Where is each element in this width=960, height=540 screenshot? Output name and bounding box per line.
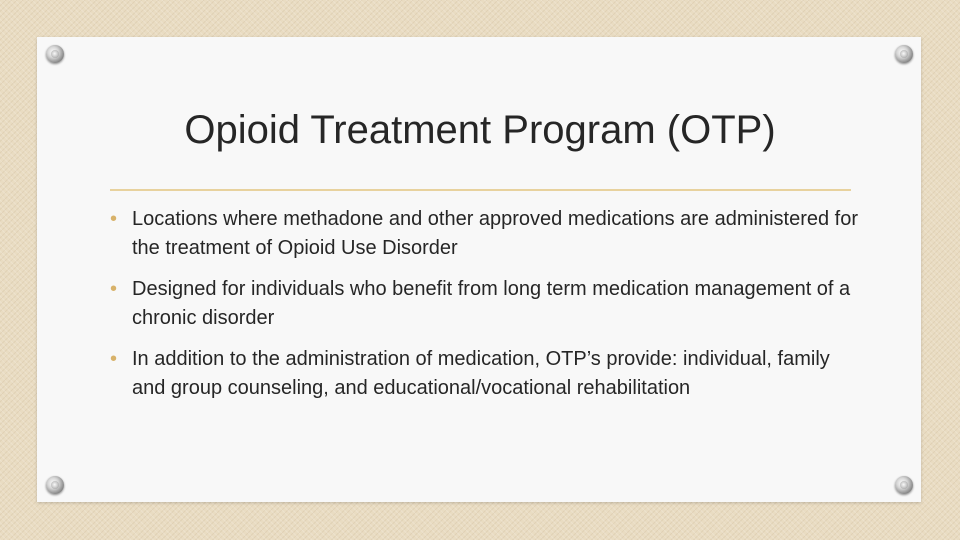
bullet-list: [110, 205, 860, 415]
bullet-icon: •: [110, 208, 118, 230]
slide-title: Opioid Treatment Program (OTP): [184, 108, 776, 152]
thumbtack-icon: [46, 476, 64, 494]
bullet-item: [110, 275, 860, 333]
bullet-item: [110, 345, 860, 403]
bullet-item: [110, 205, 860, 263]
bullet-icon: •: [110, 348, 118, 370]
bullet-text: Locations where methadone and other approved medications are administered for the treatment of Opioid Use Disorder: [132, 208, 858, 259]
thumbtack-icon: [895, 476, 913, 494]
bullet-icon: •: [110, 278, 118, 300]
bullet-text: Designed for individuals who benefit from long term medication management of a chronic disorder: [132, 278, 851, 329]
bullet-text: In addition to the administration of medication, OTP’s provide: individual, family and group counseling, and educational/vocational rehabilitation: [132, 348, 830, 399]
thumbtack-icon: [895, 45, 913, 63]
title-divider: [110, 189, 851, 191]
thumbtack-icon: [46, 45, 64, 63]
